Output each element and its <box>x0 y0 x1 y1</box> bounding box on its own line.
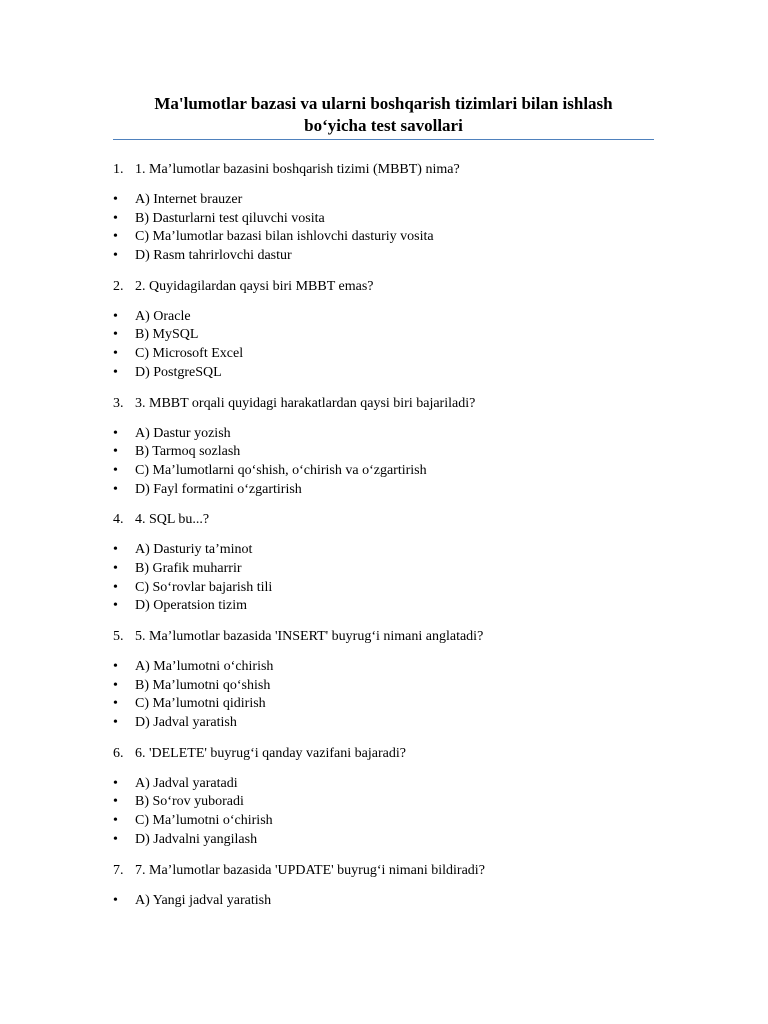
questions-list <box>113 159 673 920</box>
question-text: 7. Ma’lumotlar bazasida 'UPDATE' buyrug‘i nimani bildiradi? <box>135 862 485 878</box>
answer-option <box>113 364 673 383</box>
answer-option <box>113 308 673 327</box>
bullet-icon: • <box>113 775 118 791</box>
question-number: 5. <box>113 629 124 644</box>
bullet-icon: • <box>113 192 118 207</box>
question-text: 5. Ma’lumotlar bazasida 'INSERT' buyrug‘i nimani anglatadi? <box>135 629 484 644</box>
answer-option-text: D) Jadvalni yangilash <box>135 831 258 847</box>
bullet-icon: • <box>113 425 118 441</box>
answer-option <box>113 191 673 210</box>
bullet-icon: • <box>113 542 118 558</box>
answer-option-text: C) Ma’lumotni o‘chirish <box>135 813 273 829</box>
bullet-icon: • <box>113 327 118 343</box>
bullet-icon: • <box>113 248 118 264</box>
answer-option <box>113 228 673 247</box>
bullet-icon: • <box>113 210 118 226</box>
answer-option-text: B) Grafik muharrir <box>135 560 242 576</box>
title-line-1: Ma'lumotlar bazasi va ularni boshqarish tizimlari bilan ishlash <box>154 94 613 113</box>
answer-option <box>113 597 673 616</box>
question-number: 1. <box>113 162 124 177</box>
bullet-icon: • <box>113 715 118 731</box>
question-5 <box>113 626 673 648</box>
bullet-icon: • <box>113 598 118 614</box>
question-number: 4. <box>113 512 124 528</box>
answer-option-text: B) MySQL <box>135 327 199 343</box>
bullet-icon: • <box>113 794 118 810</box>
question-3 <box>113 393 673 415</box>
bullet-icon: • <box>113 560 118 576</box>
answer-options <box>113 425 673 500</box>
answer-option-text: D) Rasm tahrirlovchi dastur <box>135 248 292 264</box>
question-7 <box>113 860 673 882</box>
answer-option-text: A) Ma’lumotni o‘chirish <box>135 659 274 674</box>
question-4 <box>113 509 673 531</box>
answer-option-text: B) Tarmoq sozlash <box>135 444 241 460</box>
bullet-icon: • <box>113 892 118 908</box>
answer-option <box>113 345 673 364</box>
answer-option <box>113 541 673 560</box>
answer-option <box>113 812 673 831</box>
answer-option-text: D) Operatsion tizim <box>135 598 247 614</box>
answer-option <box>113 695 673 714</box>
answer-option <box>113 658 673 677</box>
answer-option-text: C) Ma’lumotlar bazasi bilan ishlovchi dasturiy vosita <box>135 229 434 245</box>
answer-option <box>113 831 673 850</box>
answer-options <box>113 892 673 911</box>
question-number: 3. <box>113 395 124 411</box>
answer-option <box>113 425 673 444</box>
answer-options <box>113 658 673 733</box>
question-text: 6. 'DELETE' buyrug‘i qanday vazifani bajaradi? <box>135 745 406 761</box>
answer-options <box>113 191 673 266</box>
bullet-icon: • <box>113 364 118 380</box>
answer-option-text: B) Ma’lumotni qo‘shish <box>135 677 271 693</box>
answer-option <box>113 247 673 266</box>
bullet-icon: • <box>113 444 118 460</box>
answer-option-text: C) So‘rovlar bajarish tili <box>135 579 273 595</box>
bullet-icon: • <box>113 831 118 847</box>
answer-option <box>113 462 673 481</box>
answer-option <box>113 775 673 794</box>
answer-option <box>113 443 673 462</box>
answer-option <box>113 326 673 345</box>
bullet-icon: • <box>113 696 118 712</box>
question-1 <box>113 159 673 181</box>
question-number: 6. <box>113 745 124 761</box>
answer-option <box>113 481 673 500</box>
answer-options <box>113 308 673 383</box>
answer-option-text: B) So‘rov yuboradi <box>135 794 244 810</box>
document-title <box>113 93 654 137</box>
answer-option-text: D) PostgreSQL <box>135 364 222 380</box>
answer-options <box>113 541 673 616</box>
title-line-2: bo‘yicha test savollari <box>304 116 463 135</box>
answer-option <box>113 714 673 733</box>
answer-option-text: D) Fayl formatini o‘zgartirish <box>135 481 302 497</box>
answer-options <box>113 775 673 850</box>
answer-option <box>113 579 673 598</box>
answer-option-text: A) Dastur yozish <box>135 425 231 441</box>
question-2 <box>113 276 673 298</box>
answer-option-text: C) Ma’lumotlarni qo‘shish, o‘chirish va o‘zgartirish <box>135 462 427 478</box>
answer-option-text: A) Internet brauzer <box>135 192 243 207</box>
answer-option <box>113 677 673 696</box>
question-text: 1. Ma’lumotlar bazasini boshqarish tizimi (MBBT) nima? <box>135 162 460 177</box>
answer-option <box>113 793 673 812</box>
answer-option <box>113 560 673 579</box>
bullet-icon: • <box>113 677 118 693</box>
bullet-icon: • <box>113 481 118 497</box>
bullet-icon: • <box>113 579 118 595</box>
answer-option-text: A) Yangi jadval yaratish <box>135 892 272 908</box>
question-text: 2. Quyidagilardan qaysi biri MBBT emas? <box>135 278 374 294</box>
answer-option-text: C) Ma’lumotni qidirish <box>135 696 266 712</box>
answer-option-text: A) Dasturiy ta’minot <box>135 542 253 558</box>
answer-option-text: A) Oracle <box>135 308 191 324</box>
bullet-icon: • <box>113 346 118 362</box>
title-divider <box>113 139 654 140</box>
bullet-icon: • <box>113 308 118 324</box>
answer-option-text: C) Microsoft Excel <box>135 346 244 362</box>
answer-option-text: A) Jadval yaratadi <box>135 775 238 791</box>
bullet-icon: • <box>113 462 118 478</box>
answer-option <box>113 210 673 229</box>
question-number: 7. <box>113 862 124 878</box>
answer-option-text: D) Jadval yaratish <box>135 715 237 731</box>
bullet-icon: • <box>113 659 118 674</box>
question-number: 2. <box>113 278 124 294</box>
bullet-icon: • <box>113 813 118 829</box>
bullet-icon: • <box>113 229 118 245</box>
question-6 <box>113 743 673 765</box>
answer-option <box>113 892 673 911</box>
question-text: 3. MBBT orqali quyidagi harakatlardan qaysi biri bajariladi? <box>135 395 476 411</box>
answer-option-text: B) Dasturlarni test qiluvchi vosita <box>135 210 325 226</box>
question-text: 4. SQL bu...? <box>135 512 210 528</box>
